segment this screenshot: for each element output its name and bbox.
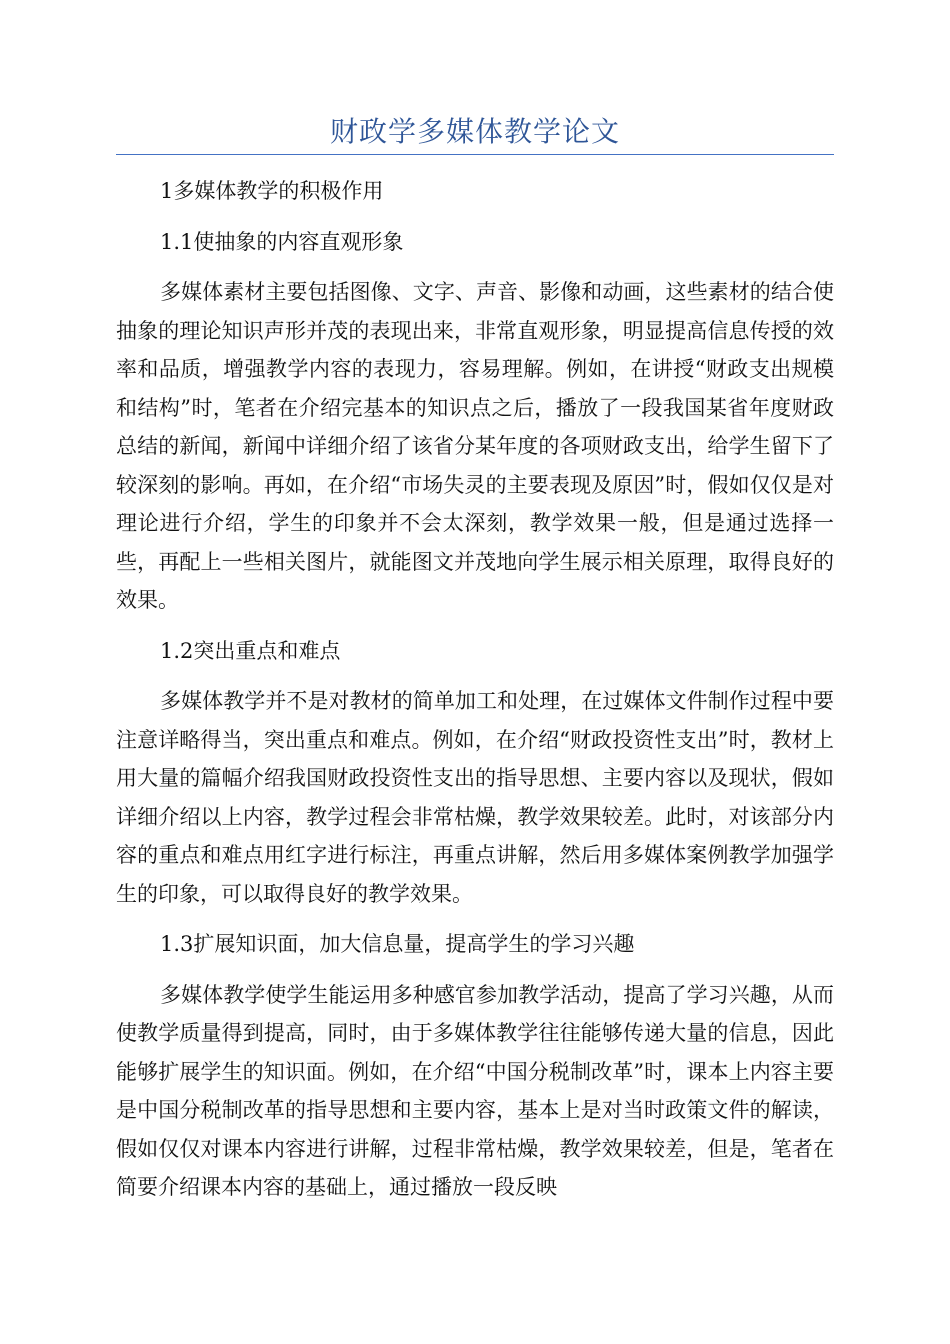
subsection-heading-1-3: 1.3扩展知识面，加大信息量，提高学生的学习兴趣: [160, 932, 635, 956]
paragraph-1-1: 多媒体素材主要包括图像、文字、声音、影像和动画，这些素材的结合使抽象的理论知识声形并茂的表现出来，非常直观形象，明显提高信息传授的效率和品质，增强教学内容的表现力，容易理解。例如，在讲授“财政支出规模和结构”时，笔者在介绍完基本的知识点之后，播放了一段我国某省年度财政总结的新闻，新闻中详细介绍了该省分某年度的各项财政支出，给学生留下了较深刻的影响。再如，在介绍“市场失灵的主要表现及原因”时，假如仅仅是对理论进行介绍，学生的印象并不会太深刻，教学效果一般，但是通过选择一些，再配上一些相关图片，就能图文并茂地向学生展示相关原理，取得良好的效果。: [116, 280, 834, 612]
title-underline: [116, 154, 834, 155]
document-body: [116, 172, 834, 1219]
subsection-heading-1-2: 1.2突出重点和难点: [160, 638, 341, 663]
paragraph-1-3: 多媒体教学使学生能运用多种感官参加教学活动，提高了学习兴趣，从而使教学质量得到提高，同时，由于多媒体教学往往能够传递大量的信息，因此能够扩展学生的知识面。例如，在介绍“中国分税制改革”时，课本上内容主要是中国分税制改革的指导思想和主要内容，基本上是对当时政策文件的解读，假如仅仅对课本内容进行讲解，过程非常枯燥，教学效果较差，但是，笔者在简要介绍课本内容的基础上，通过播放一段反映: [116, 982, 834, 1199]
section-heading-1: 1多媒体教学的积极作用: [160, 179, 384, 203]
document-title: 财政学多媒体教学论文: [329, 115, 620, 148]
subsection-heading-1-1: 1.1使抽象的内容直观形象: [160, 229, 404, 254]
paragraph-1-2: 多媒体教学并不是对教材的简单加工和处理，在过媒体文件制作过程中要注意详略得当，突出重点和难点。例如，在介绍“财政投资性支出”时，教材上用大量的篇幅介绍我国财政投资性支出的指导思想、主要内容以及现状，假如详细介绍以上内容，教学过程会非常枯燥，教学效果较差。此时，对该部分内容的重点和难点用红字进行标注，再重点讲解，然后用多媒体案例教学加强学生的印象，可以取得良好的教学效果。: [116, 689, 834, 906]
